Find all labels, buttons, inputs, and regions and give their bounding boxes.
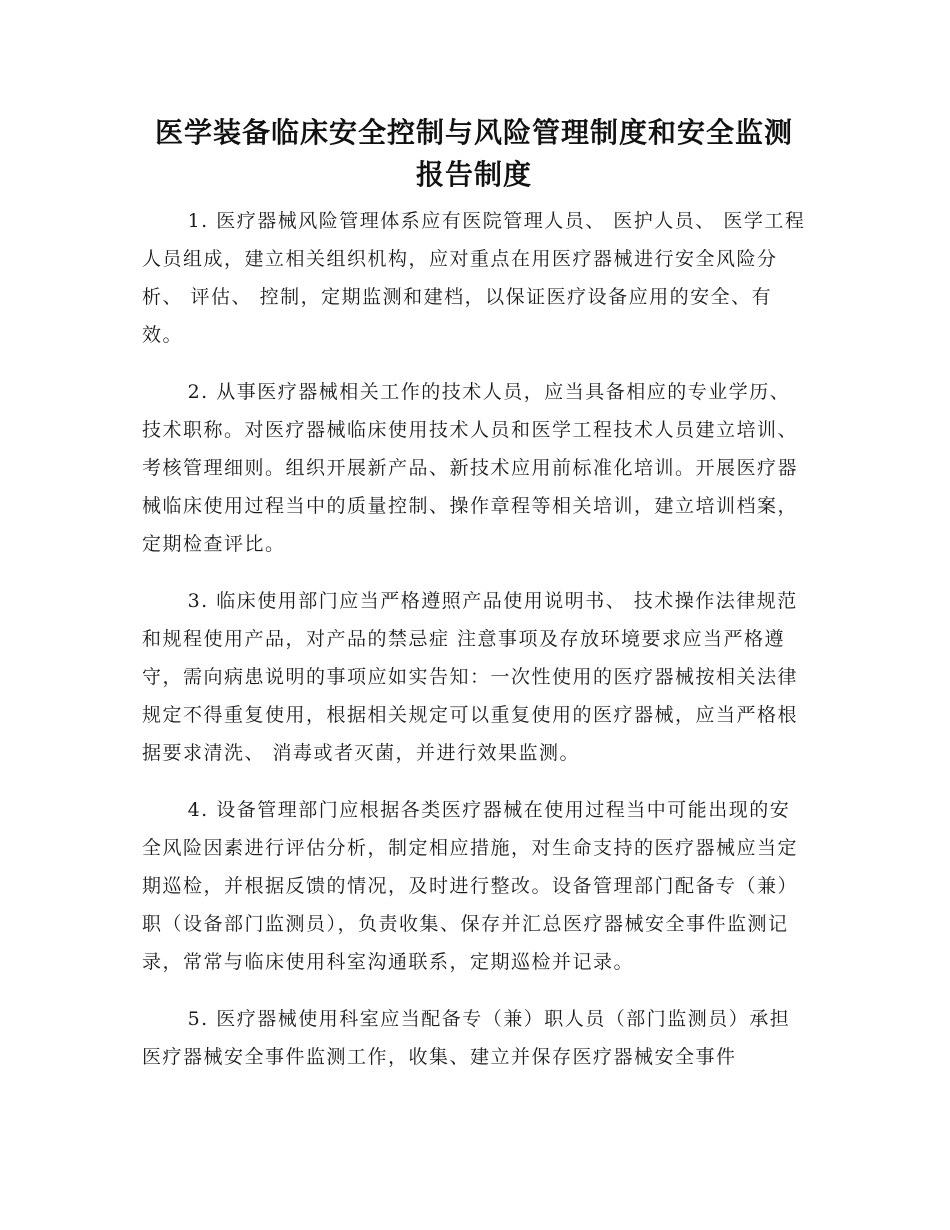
paragraph-5: 5. 医疗器械使用科室应当配备专（兼）职人员（部门监测员）承担医疗器械安全事件监测工作，收集、建立并保存医疗器械安全事件 [142,1008,791,1068]
paragraph-3: 3. 临床使用部门应当严格遵照产品使用说明书、 技术操作法律规范和规程使用产品，对产品的禁忌症 注意事项及存放环境要求应当严格遵守，需向病患说明的事项应如实告知：一次性使用的医疗器械按相关法律规定不得重复使用，根据相关规定可以重复使用的医疗器械，应当严格根据要求清洗、 消毒或者灭菌，并进行效果监测。 [142,590,799,764]
paragraph-2: 2. 从事医疗器械相关工作的技术人员，应当具备相应的专业学历、技术职称。对医疗器械临床使用技术人员和医学工程技术人员建立培训、考核管理细则。组织开展新产品、新技术应用前标准化培训。开展医疗器械临床使用过程当中的质量控制、操作章程等相关培训，建立培训档案，定期检查评比。 [142,381,799,555]
paragraph-1: 1. 医疗器械风险管理体系应有医院管理人员、 医护人员、 医学工程人员组成，建立相关组织机构，应对重点在用医疗器械进行安全风险分析、 评估、 控制，定期监测和建档，以保证医疗设备应用的安全、有效。 [142,210,806,346]
document-title: 医学装备临床安全控制与风险管理制度和安全监测报告制度 [154,116,793,191]
paragraph-4: 4. 设备管理部门应根据各类医疗器械在使用过程当中可能出现的安全风险因素进行评估分析，制定相应措施，对生命支持的医疗器械应当定期巡检，并根据反馈的情况，及时进行整改。设备管理部门配备专（兼）职（设备部门监测员），负责收集、保存并汇总医疗器械安全事件监测记录，常常与临床使用科室沟通联系，定期巡检并记录。 [142,799,799,973]
